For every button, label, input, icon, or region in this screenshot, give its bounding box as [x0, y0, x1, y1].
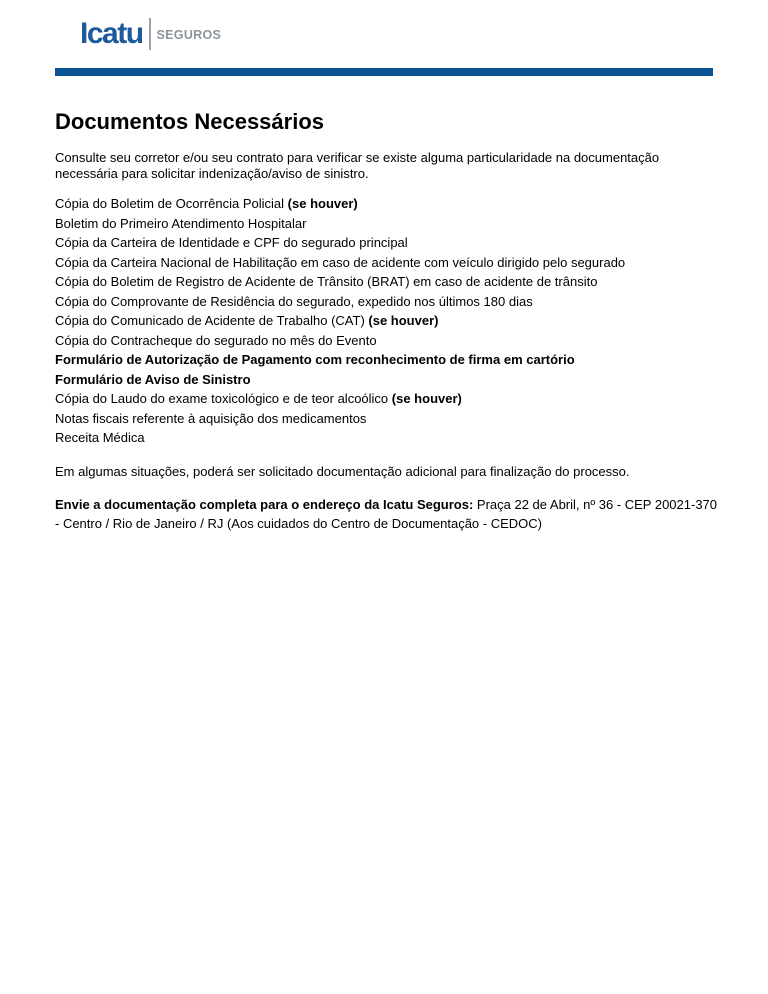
header-bar	[55, 68, 713, 76]
document-item-text: Boletim do Primeiro Atendimento Hospitalar	[55, 215, 307, 231]
required-documents-list	[55, 194, 717, 448]
document-item-qualifier: (se houver)	[388, 391, 462, 406]
document-item-text: Cópia da Carteira de Identidade e CPF do segurado principal	[55, 235, 408, 250]
document-item-text: Cópia do Comprovante de Residência do segurado, expedido nos últimos 180 dias	[55, 293, 533, 309]
list-item	[55, 233, 717, 253]
document-item-text: Formulário de Autorização de Pagamento com reconhecimento de firma em cartório	[55, 352, 575, 367]
list-item	[55, 253, 717, 273]
list-item	[55, 194, 717, 214]
document-item-text: Cópia da Carteira Nacional de Habilitação em caso de acidente com veículo dirigido pelo segurado	[55, 254, 626, 270]
document-item-text: Cópia do Laudo do exame toxicológico e de teor alcoólico	[55, 391, 389, 406]
document-item-text: Cópia do Comunicado de Acidente de Trabalho (CAT)	[55, 313, 365, 328]
document-item-text: Formulário de Aviso de Sinistro	[55, 371, 251, 387]
list-item	[55, 292, 717, 312]
list-item	[55, 214, 717, 234]
address-paragraph	[55, 495, 717, 533]
list-item	[55, 331, 717, 351]
document-item-qualifier: (se houver)	[364, 313, 439, 328]
additional-docs-note: Em algumas situações, poderá ser solicitado documentação adicional para finalização do processo.	[55, 463, 630, 479]
logo-subtitle: SEGUROS	[156, 28, 222, 42]
document-item-text: Cópia do Boletim de Registro de Acidente de Trânsito (BRAT) em caso de acidente de trânsito	[55, 274, 598, 289]
document-item-text: Notas fiscais referente à aquisição dos medicamentos	[55, 410, 367, 426]
document-item-text: Cópia do Boletim de Ocorrência Policial	[55, 196, 285, 211]
document-item-qualifier: (se houver)	[284, 196, 358, 211]
document-item-text: Receita Médica	[55, 430, 145, 445]
address-text: Praça 22 de Abril, nº 36 - CEP 20021-370 - Centro / Rio de Janeiro / RJ (Aos cuidados do Centro de Documentação - CEDOC)	[55, 496, 718, 531]
list-item	[55, 350, 717, 370]
document-item-text: Cópia do Contracheque do segurado no mês do Evento	[55, 332, 377, 348]
address-label: Envie a documentação completa para o endereço da Icatu Seguros:	[55, 496, 474, 512]
document-content	[55, 108, 717, 533]
page-title: Documentos Necessários	[55, 109, 324, 134]
list-item	[55, 311, 717, 331]
icatu-seguros-logo	[80, 17, 221, 51]
list-item	[55, 409, 717, 429]
logo-wordmark: Icatu	[80, 17, 143, 50]
list-item	[55, 428, 717, 448]
logo-divider	[149, 18, 151, 50]
list-item	[55, 272, 717, 292]
intro-text: Consulte seu corretor e/ou seu contrato para verificar se existe alguma particularidade na documentação necessária para solicitar indenização/aviso de sinistro.	[55, 150, 660, 181]
list-item	[55, 370, 717, 390]
list-item	[55, 389, 717, 409]
